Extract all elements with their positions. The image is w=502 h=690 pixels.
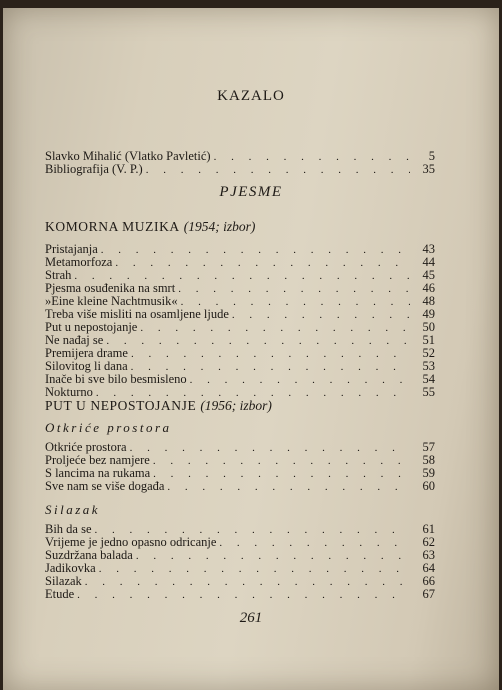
entry-page: 64 [422,561,435,575]
entry-title: Treba više misliti na osamljene ljude [45,307,229,321]
entry-title: Put u nepostojanje [45,320,138,334]
leader-dots [190,374,410,387]
leader-dots [101,244,410,257]
entry-title: Proljeće bez namjere [45,453,150,467]
entry-page: 62 [422,535,435,549]
book-page [3,8,499,690]
entry-title: Otkriće prostora [45,440,127,454]
entry-title: Silazak [45,574,82,588]
entry-title: Pristajanja [45,242,98,256]
entry-page: 51 [422,333,435,347]
leader-dots [219,537,410,550]
collection-note: (1954; izbor) [183,219,256,234]
entry-page: 61 [422,522,435,536]
entry-title: Strah [45,268,72,282]
leader-dots [130,442,410,455]
collection-name: KOMORNA MUZIKA [45,219,180,234]
entry-page: 46 [422,281,435,295]
entry-title: Etude [45,587,75,601]
leader-dots [131,348,410,361]
entry-page: 55 [422,385,435,399]
entry-title: »Eine kleine Nachtmusik« [45,294,178,308]
leader-dots [167,481,410,494]
collection-title [45,399,435,415]
entry-title: Premijera drame [45,346,128,360]
entry-title: Inače bi sve bilo besmisleno [45,372,187,386]
entry-title: Nokturno [45,385,93,399]
leader-dots [178,283,410,296]
entry-page: 63 [422,548,435,562]
entry-title: Sve nam se više događa [45,479,165,493]
toc-entry [45,321,435,334]
toc-entry [45,588,435,601]
collection-put-u-nepostojanje [45,399,435,601]
leader-dots [232,309,410,322]
collection-komorna-muzika [45,220,435,399]
collection-note: (1956; izbor) [200,398,272,413]
entry-title: Vrijeme je jedno opasno odricanje [45,535,217,549]
section-heading: PJESME [219,184,283,200]
leader-dots [99,563,410,576]
leader-dots [77,589,410,602]
entry-page: 44 [422,255,435,269]
entry-page: 43 [422,242,435,256]
collection-name: PUT U NEPOSTOJANJE [45,398,197,413]
entry-page: 57 [422,440,435,454]
entry-page: 49 [422,307,435,321]
entry-title: Suzdržana balada [45,548,133,562]
entry-title: Ne nađaj se [45,333,104,347]
subsection-heading: Otkriće prostora [45,420,172,435]
collection-title [45,220,435,236]
leader-dots [106,335,410,348]
leader-dots [153,455,410,468]
leader-dots [214,151,410,164]
leader-dots [115,257,410,270]
toc-entry [45,373,435,386]
front-matter-list [45,150,435,176]
entry-title: Jadikovka [45,561,96,575]
entry-page: 45 [422,268,435,282]
entry-title: Slavko Mihalić (Vlatko Pavletić) [45,149,211,163]
entry-title: Bibliografija (V. P.) [45,162,143,176]
leader-dots [85,576,410,589]
entry-title: S lancima na rukama [45,466,151,480]
leader-dots [140,322,410,335]
entry-page: 50 [422,320,435,334]
toc-entry [45,562,435,575]
entry-page: 67 [422,587,435,601]
entry-page: 53 [422,359,435,373]
entry-page: 58 [422,453,435,467]
leader-dots [153,468,410,481]
entry-title: Silovitog li dana [45,359,128,373]
entry-page: 5 [428,149,435,163]
entry-page: 66 [422,574,435,588]
entry-title: Metamorfoza [45,255,113,269]
entry-page: 54 [422,372,435,386]
entry-page: 35 [422,162,435,176]
entry-page: 59 [422,466,435,480]
entry-page: 60 [422,479,435,493]
page-number: 261 [239,610,263,626]
toc-entry [45,163,435,176]
subsection-heading: Silazak [45,502,101,517]
entry-title: Pjesma osuđenika na smrt [45,281,176,295]
leader-dots [136,550,410,563]
leader-dots [146,164,410,177]
entry-page: 52 [422,346,435,360]
entry-page: 48 [422,294,435,308]
toc-entry [45,480,435,493]
entry-title: Bih da se [45,522,92,536]
page-title: KAZALO [217,88,285,104]
toc-entry [45,256,435,269]
toc-entry [45,575,435,588]
toc-entry [45,549,435,562]
